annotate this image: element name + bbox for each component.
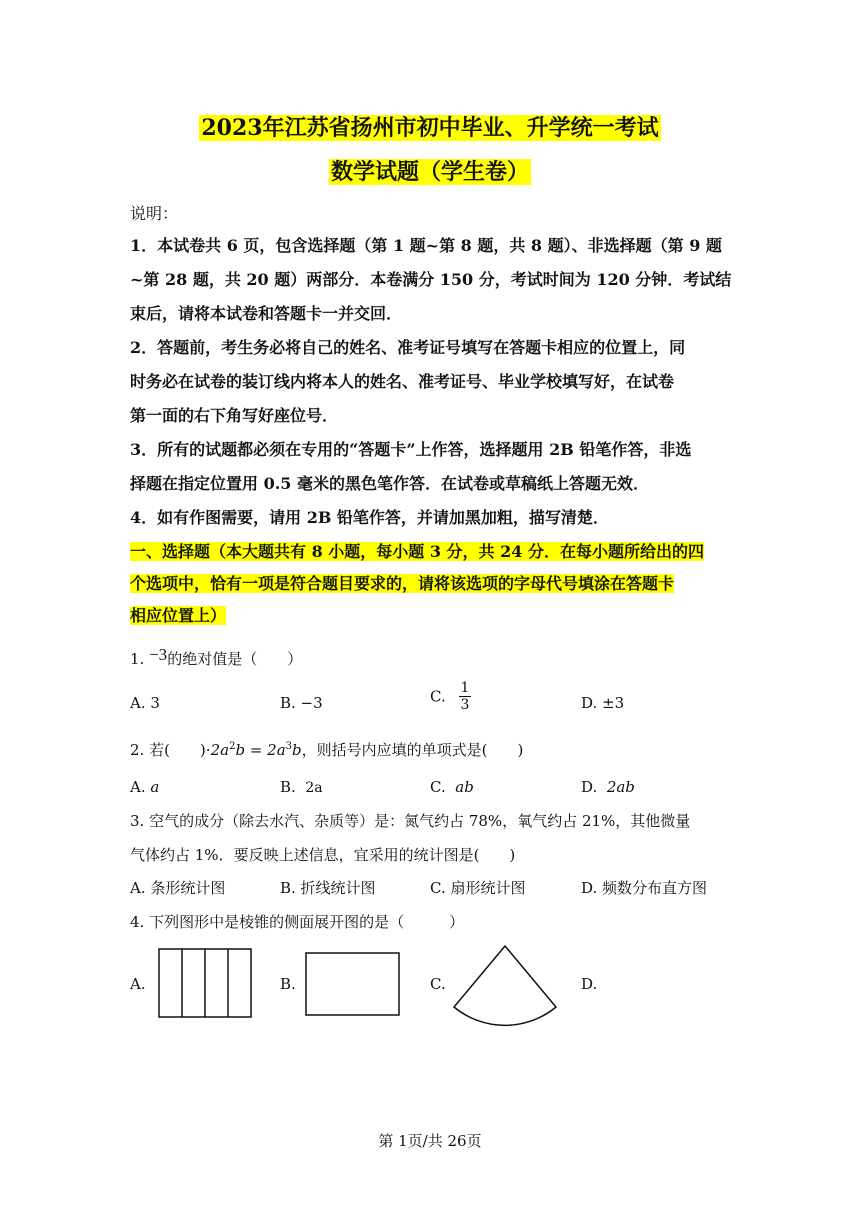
question-3-stem-line-2: 气体约占 1%．要反映上述信息，宜采用的统计图是( ) — [130, 846, 516, 864]
q2-option-b: B. 2a — [280, 778, 323, 796]
q1-option-c: C. $\frac{1}{3}$ — [430, 680, 470, 713]
q3-option-d: D. 频数分布直方图 — [581, 879, 708, 897]
section-1-line-1: 一、选择题（本大题共有 8 小题，每小题 3 分，共 24 分．在每小题所给出的四 — [130, 542, 704, 561]
exam-title: 2023年江苏省扬州市初中毕业、升学统一考试 — [201, 115, 659, 141]
instruction-2-line-2: 时务必在试卷的装订线内将本人的姓名、准考证号、毕业学校填写好，在试卷 — [130, 372, 675, 391]
section-1-line-2: 个选项中，恰有一项是符合题目要求的，请将该选项的字母代号填涂在答题卡 — [130, 574, 675, 593]
question-1-stem: 1. −3的绝对值是（ ） — [130, 645, 303, 668]
instruction-3-line-2: 择题在指定位置用 0.5 毫米的黑色笔作答．在试卷或草稿纸上答题无效． — [130, 474, 649, 493]
q3-option-c: C. 扇形统计图 — [430, 879, 526, 897]
q2-option-c: C. ab — [430, 778, 474, 796]
q1-option-a: A. 3 — [130, 694, 160, 712]
q4-option-b: B. — [280, 975, 296, 993]
q1-option-d: D. ±3 — [581, 694, 625, 712]
page-number: 第 1页/共 26页 — [378, 1132, 482, 1150]
q1-math: −3 — [149, 645, 168, 664]
q2-option-a: A. a — [130, 778, 160, 796]
question-2-stem: 2. 若( )$\cdot 2a^2b = 2a^3b$，则括号内应填的单项式是( ) — [130, 741, 524, 759]
q1-option-b: B. −3 — [280, 694, 323, 712]
instructions-heading: 说明： — [130, 204, 179, 223]
q3-option-a: A. 条形统计图 — [130, 879, 226, 897]
q4-option-a: A. — [130, 975, 146, 993]
instruction-1-line-3: 束后，请将本试卷和答题卡一并交回． — [130, 304, 403, 323]
instruction-3-line-1: 3．所有的试题都必须在专用的“答题卡”上作答，选择题用 2B 铅笔作答，非选 — [130, 440, 692, 459]
q4-option-c: C. — [430, 975, 446, 993]
instruction-4-line-1: 4．如有作图需要，请用 2B 铅笔作答，并请加黑加粗，描写清楚． — [130, 508, 609, 527]
exam-subtitle: 数学试题（学生卷） — [330, 159, 529, 185]
section-1-heading — [130, 536, 730, 632]
q3-option-b: B. 折线统计图 — [280, 879, 376, 897]
q4-figure-a-four-rectangles — [158, 948, 254, 1020]
instruction-1-line-1: 1．本试卷共 6 页，包含选择题（第 1 题~第 8 题，共 8 题）、非选择题（第 9 题 — [130, 236, 722, 255]
q1-fraction: $\frac{1}{3}$ — [460, 680, 470, 713]
instruction-1-line-2: ~第 28 题，共 20 题）两部分．本卷满分 150 分，考试时间为 120 分钟．考试结 — [130, 270, 732, 289]
q2-option-d: D. 2ab — [581, 778, 635, 796]
q4-figure-b-rectangle — [305, 952, 401, 1018]
instruction-2-line-1: 2．答题前，考生务必将自己的姓名、准考证号填写在答题卡相应的位置上，同 — [130, 338, 686, 357]
q4-option-d: D. — [581, 975, 598, 993]
q4-figure-c-sector — [450, 944, 560, 1030]
instruction-2-line-3: 第一面的右下角写好座位号． — [130, 406, 339, 425]
question-3-stem-line-1: 3. 空气的成分（除去水汽、杂质等）是：氮气约占 78%，氧气约占 21%，其他微量 — [130, 812, 691, 830]
section-1-line-3: 相应位置上） — [130, 606, 227, 625]
question-4-stem: 4. 下列图形中是棱锥的侧面展开图的是（ ） — [130, 913, 465, 931]
